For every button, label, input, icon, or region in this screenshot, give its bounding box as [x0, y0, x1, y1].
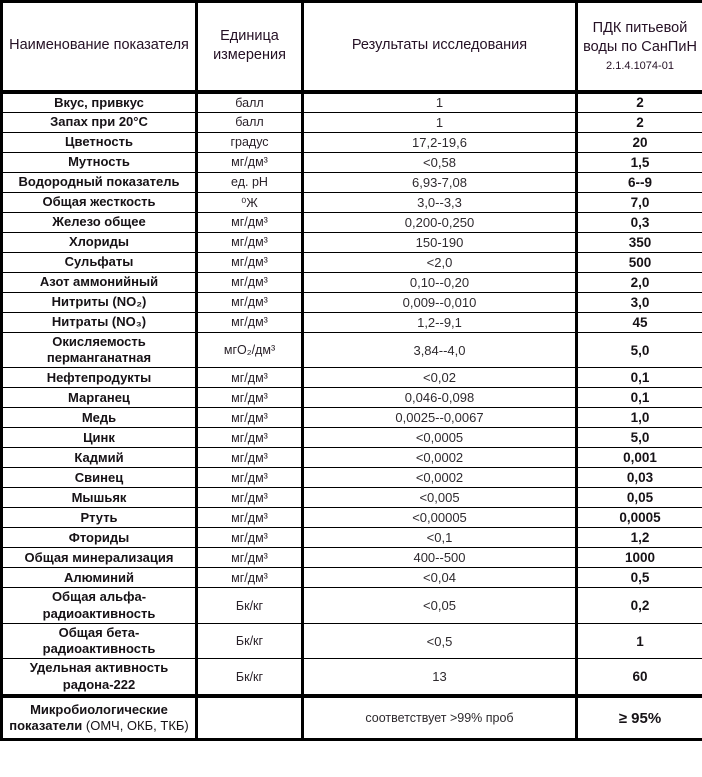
limit-value: 5,0 — [630, 342, 650, 358]
result-value: <0,5 — [426, 633, 453, 649]
unit-cell — [197, 408, 303, 428]
indicator-name-cell — [2, 508, 197, 528]
result-value: 1 — [435, 95, 444, 111]
header-results — [303, 2, 577, 92]
result-cell — [303, 468, 577, 488]
indicator-name-cell — [2, 252, 197, 272]
result-value: 0,009--0,010 — [402, 294, 477, 310]
table-row — [2, 132, 702, 152]
indicator-name-label: Сульфаты — [64, 254, 134, 270]
unit-cell — [197, 112, 303, 132]
indicator-name-cell — [2, 192, 197, 212]
table-row — [2, 568, 702, 588]
indicator-name-cell — [2, 468, 197, 488]
table-row — [2, 292, 702, 312]
result-cell — [303, 252, 577, 272]
table-row — [2, 172, 702, 192]
result-cell — [303, 588, 577, 624]
limit-cell — [577, 192, 702, 212]
result-value: 1 — [435, 114, 444, 130]
indicator-name-cell — [2, 528, 197, 548]
limit-value: 1,5 — [630, 154, 650, 170]
result-value: <0,0002 — [415, 450, 464, 466]
result-cell — [303, 112, 577, 132]
indicator-name-cell — [2, 696, 197, 740]
header-limit — [577, 2, 702, 92]
limit-cell — [577, 292, 702, 312]
table-row — [2, 448, 702, 468]
limit-cell — [577, 448, 702, 468]
limit-value: 7,0 — [630, 194, 650, 210]
indicator-name-cell — [2, 312, 197, 332]
table-row — [2, 408, 702, 428]
result-cell — [303, 408, 577, 428]
limit-cell — [577, 368, 702, 388]
header-indicator-name — [2, 2, 197, 92]
result-cell — [303, 212, 577, 232]
table-row — [2, 252, 702, 272]
table-row — [2, 508, 702, 528]
unit-label: мг/дм³ — [231, 215, 268, 230]
result-cell — [303, 448, 577, 468]
indicator-name-cell — [2, 132, 197, 152]
indicator-name-cell — [2, 588, 197, 624]
unit-label: мг/дм³ — [231, 550, 268, 565]
result-cell — [303, 368, 577, 388]
indicator-name-label: Марганец — [68, 389, 130, 405]
indicator-name-label: Удельная активность радона-222 — [29, 660, 169, 692]
limit-cell — [577, 468, 702, 488]
table-row — [2, 659, 702, 696]
result-value: <0,00005 — [412, 510, 467, 526]
result-value: <0,005 — [419, 490, 460, 506]
unit-cell — [197, 488, 303, 508]
unit-label: мгО₂/дм³ — [223, 343, 276, 357]
indicator-name-cell — [2, 212, 197, 232]
limit-cell — [577, 659, 702, 696]
unit-label: мг/дм³ — [231, 315, 268, 330]
unit-label: мг/дм³ — [231, 490, 268, 505]
unit-label: мг/дм³ — [231, 295, 268, 310]
limit-value: 0,05 — [626, 490, 654, 506]
limit-value: 1,0 — [630, 410, 650, 426]
indicator-name-label: Вкус, привкус — [54, 94, 144, 110]
unit-cell — [197, 468, 303, 488]
limit-cell — [577, 696, 702, 740]
indicator-name-label: Мутность — [68, 154, 130, 170]
result-cell — [303, 272, 577, 292]
indicator-name-cell — [2, 232, 197, 252]
indicator-name-label: Общая альфа-радиоактивность — [42, 589, 156, 621]
limit-cell — [577, 588, 702, 624]
indicator-name-label: Азот аммонийный — [39, 274, 159, 290]
indicator-name-label: Железо общее — [52, 214, 146, 230]
indicator-name-note: (ОМЧ, ОКБ, ТКБ) — [85, 718, 189, 733]
limit-value: 0,001 — [623, 450, 657, 466]
result-cell — [303, 332, 577, 368]
result-value: 3,0--3,3 — [417, 194, 462, 210]
result-value: 400--500 — [413, 550, 466, 566]
indicator-name-cell — [2, 92, 197, 113]
table-row — [2, 152, 702, 172]
limit-value: 0,5 — [630, 570, 650, 586]
table-row — [2, 112, 702, 132]
table-row — [2, 92, 702, 113]
result-cell — [303, 312, 577, 332]
table-row — [2, 368, 702, 388]
indicator-name-label: Медь — [81, 409, 117, 425]
table-row — [2, 212, 702, 232]
result-value: 3,84--4,0 — [413, 342, 466, 358]
header-row — [2, 2, 702, 92]
indicator-name-label: Цинк — [83, 429, 115, 445]
unit-label: мг/дм³ — [231, 530, 268, 545]
indicator-name-cell — [2, 548, 197, 568]
limit-cell — [577, 312, 702, 332]
result-value: 13 — [432, 669, 447, 684]
indicator-name-cell — [2, 408, 197, 428]
indicator-name-label: Общая бета-радиоактивность — [42, 624, 156, 656]
unit-cell — [197, 588, 303, 624]
unit-cell — [197, 368, 303, 388]
unit-cell — [197, 448, 303, 468]
unit-label: мг/дм³ — [231, 235, 268, 250]
result-value: <0,0002 — [415, 470, 464, 486]
result-value: соответствует >99% проб — [365, 711, 514, 725]
indicator-name-cell — [2, 172, 197, 192]
result-value: <0,04 — [423, 570, 456, 586]
limit-cell — [577, 528, 702, 548]
unit-label: балл — [235, 95, 264, 110]
table-row — [2, 312, 702, 332]
result-value: 17,2-19,6 — [412, 134, 467, 150]
result-value: 0,046-0,098 — [404, 390, 475, 406]
unit-cell — [197, 132, 303, 152]
table-row — [2, 696, 702, 740]
limit-cell — [577, 548, 702, 568]
indicator-name-label: Микробиологические показатели — [9, 701, 168, 733]
unit-cell — [197, 388, 303, 408]
unit-cell — [197, 659, 303, 696]
limit-value: 45 — [632, 314, 648, 330]
result-cell — [303, 568, 577, 588]
unit-label: мг/дм³ — [231, 430, 268, 445]
unit-label: мг/дм³ — [231, 510, 268, 525]
limit-value: 5,0 — [630, 430, 650, 446]
unit-label: мг/дм³ — [231, 390, 268, 405]
indicator-name-label: Общая минерализация — [24, 549, 174, 565]
indicator-name-label: Общая жесткость — [42, 194, 156, 210]
result-cell — [303, 172, 577, 192]
limit-cell — [577, 388, 702, 408]
limit-value: 1,2 — [630, 530, 650, 546]
unit-label: мг/дм³ — [231, 155, 268, 170]
indicator-name-label: Запах при 20°С — [50, 114, 148, 130]
limit-value: 350 — [628, 234, 652, 250]
table-row — [2, 388, 702, 408]
unit-label: балл — [235, 115, 264, 130]
unit-label: мг/дм³ — [231, 275, 268, 290]
result-value: <0,05 — [423, 598, 456, 613]
result-value: <0,1 — [426, 530, 453, 546]
table-body — [2, 92, 702, 740]
unit-label: ⁰Ж — [241, 195, 258, 210]
result-cell — [303, 528, 577, 548]
limit-cell — [577, 428, 702, 448]
unit-cell — [197, 192, 303, 212]
limit-cell — [577, 568, 702, 588]
indicator-name-label: Окисляемость перманганатная — [46, 333, 152, 365]
result-value: <2,0 — [426, 254, 453, 270]
result-value: 150-190 — [415, 234, 464, 250]
limit-value: 20 — [632, 134, 648, 150]
indicator-name-label: Ртуть — [80, 509, 118, 525]
result-cell — [303, 428, 577, 448]
table-header — [2, 2, 702, 92]
unit-cell — [197, 212, 303, 232]
result-cell — [303, 696, 577, 740]
limit-value: 0,1 — [630, 390, 650, 406]
indicator-name-cell — [2, 488, 197, 508]
limit-cell — [577, 132, 702, 152]
unit-cell — [197, 312, 303, 332]
limit-cell — [577, 623, 702, 659]
limit-cell — [577, 92, 702, 113]
result-cell — [303, 548, 577, 568]
indicator-name-cell — [2, 332, 197, 368]
indicator-name-cell — [2, 388, 197, 408]
result-cell — [303, 623, 577, 659]
unit-label: градус — [230, 135, 269, 150]
limit-value: 1 — [636, 633, 644, 649]
table-row — [2, 588, 702, 624]
indicator-name-cell — [2, 272, 197, 292]
limit-value: 1000 — [624, 550, 656, 566]
indicator-name-label: Цветность — [65, 134, 133, 150]
unit-label: мг/дм³ — [231, 470, 268, 485]
limit-cell — [577, 508, 702, 528]
indicator-name-cell — [2, 623, 197, 659]
limit-value: 6--9 — [627, 174, 652, 190]
limit-value: 0,1 — [630, 370, 650, 386]
limit-cell — [577, 488, 702, 508]
result-cell — [303, 488, 577, 508]
limit-cell — [577, 408, 702, 428]
indicator-name-cell — [2, 448, 197, 468]
limit-value: 500 — [628, 254, 652, 270]
indicator-name-label: Мышьяк — [71, 489, 127, 505]
header-unit-label: Единица измерения — [213, 27, 286, 64]
unit-cell — [197, 232, 303, 252]
result-cell — [303, 232, 577, 252]
indicator-name-cell — [2, 152, 197, 172]
limit-cell — [577, 172, 702, 192]
unit-label: Бк/кг — [235, 598, 264, 613]
unit-cell — [197, 272, 303, 292]
result-value: 0,10--0,20 — [409, 274, 470, 290]
result-value: <0,02 — [423, 370, 456, 386]
unit-label: мг/дм³ — [231, 255, 268, 270]
result-cell — [303, 292, 577, 312]
unit-cell — [197, 508, 303, 528]
limit-value: 0,3 — [630, 214, 650, 230]
unit-label: мг/дм³ — [231, 570, 268, 585]
result-value: <0,58 — [423, 154, 456, 170]
unit-cell — [197, 548, 303, 568]
table-row — [2, 528, 702, 548]
header-limit-label: ПДК питьевой воды по СанПиН — [583, 19, 697, 56]
limit-cell — [577, 332, 702, 368]
unit-label: мг/дм³ — [231, 370, 268, 385]
indicator-name-label: Водородный показатель — [18, 174, 180, 190]
limit-cell — [577, 152, 702, 172]
result-cell — [303, 659, 577, 696]
limit-cell — [577, 232, 702, 252]
limit-value: ≥ 95% — [618, 709, 662, 727]
limit-value: 0,2 — [630, 598, 650, 613]
result-value: 0,0025--0,0067 — [395, 410, 484, 426]
table-row — [2, 272, 702, 292]
result-cell — [303, 388, 577, 408]
unit-label: ед. рН — [231, 175, 268, 190]
table-row — [2, 332, 702, 368]
result-value: 1,2--9,1 — [417, 314, 462, 330]
indicator-name-label: Свинец — [74, 469, 124, 485]
limit-value: 60 — [632, 669, 648, 684]
limit-cell — [577, 252, 702, 272]
unit-cell — [197, 568, 303, 588]
limit-cell — [577, 212, 702, 232]
indicator-name-cell — [2, 659, 197, 696]
limit-value: 3,0 — [630, 294, 650, 310]
unit-label: мг/дм³ — [231, 410, 268, 425]
result-cell — [303, 152, 577, 172]
table-row — [2, 428, 702, 448]
limit-value: 2 — [636, 114, 644, 130]
indicator-name-label: Хлориды — [69, 234, 129, 250]
unit-cell — [197, 623, 303, 659]
result-value: <0,0005 — [415, 430, 464, 446]
unit-cell — [197, 428, 303, 448]
indicator-name-cell — [2, 112, 197, 132]
header-results-label: Результаты исследования — [351, 37, 528, 54]
result-value: 6,93-7,08 — [412, 174, 467, 190]
unit-cell — [197, 252, 303, 272]
unit-cell — [197, 528, 303, 548]
indicator-name-cell — [2, 368, 197, 388]
limit-value: 0,03 — [626, 470, 654, 486]
unit-cell — [197, 172, 303, 192]
unit-label: мг/дм³ — [231, 450, 268, 465]
unit-cell — [197, 92, 303, 113]
indicator-name-cell — [2, 568, 197, 588]
table-row — [2, 623, 702, 659]
result-cell — [303, 508, 577, 528]
limit-value: 2,0 — [630, 274, 650, 290]
header-limit-standard-code: 2.1.4.1074-01 — [606, 59, 674, 72]
indicator-name-label: Нитраты (NO₃) — [51, 314, 147, 330]
indicator-name-label: Кадмий — [74, 449, 124, 465]
limit-value: 2 — [636, 95, 644, 111]
unit-cell — [197, 332, 303, 368]
limit-cell — [577, 272, 702, 292]
limit-value: 0,0005 — [619, 510, 661, 526]
table-row — [2, 488, 702, 508]
header-unit — [197, 2, 303, 92]
table-row — [2, 468, 702, 488]
indicator-name-label: Фториды — [68, 529, 130, 545]
table-row — [2, 192, 702, 212]
table-row — [2, 232, 702, 252]
indicator-name-cell — [2, 292, 197, 312]
unit-label: Бк/кг — [235, 634, 264, 648]
result-cell — [303, 192, 577, 212]
header-indicator-name-label: Наименование показателя — [9, 37, 189, 54]
limit-cell — [577, 112, 702, 132]
unit-cell — [197, 696, 303, 740]
unit-cell — [197, 292, 303, 312]
table-row — [2, 548, 702, 568]
result-value: 0,200-0,250 — [404, 214, 475, 230]
indicator-name-label: Алюминий — [63, 569, 135, 585]
unit-label: Бк/кг — [235, 669, 264, 684]
result-cell — [303, 132, 577, 152]
indicator-name-label: Нефтепродукты — [46, 369, 152, 385]
unit-cell — [197, 152, 303, 172]
indicator-name-cell — [2, 428, 197, 448]
result-cell — [303, 92, 577, 113]
indicator-name-label: Нитриты (NO₂) — [51, 294, 147, 310]
